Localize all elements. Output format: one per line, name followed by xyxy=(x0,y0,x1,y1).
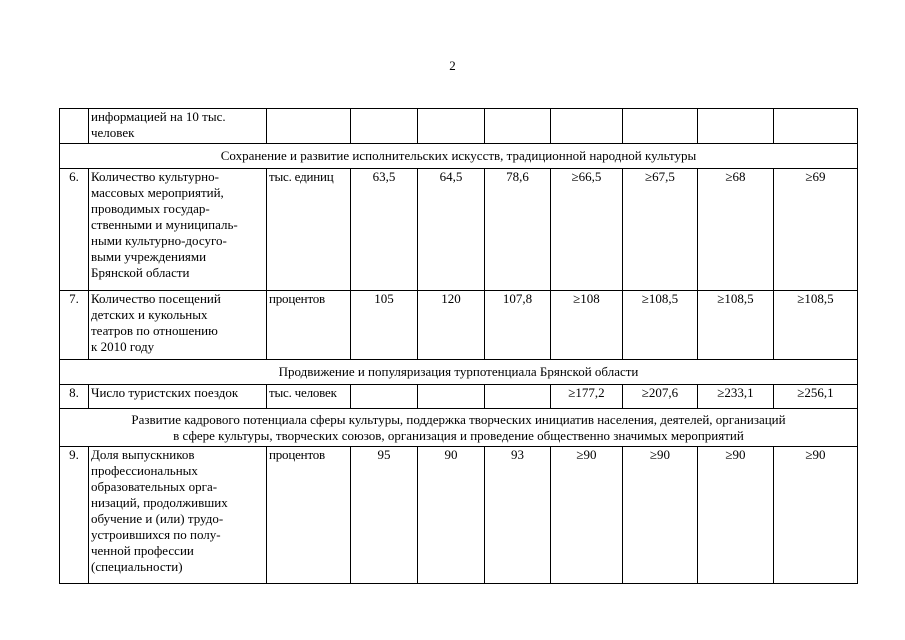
value-cell: ≥108 xyxy=(551,291,623,360)
indicator-name: Количество посещений детских и кукольных театров по отношению к 2010 году xyxy=(89,291,267,360)
unit-cell: процентов xyxy=(267,291,351,360)
value-cell: ≥90 xyxy=(551,447,623,584)
value-cell: ≥177,2 xyxy=(551,385,623,409)
value-cell: 78,6 xyxy=(485,169,551,291)
value-cell: 107,8 xyxy=(485,291,551,360)
row-number: 7. xyxy=(60,291,89,360)
table-row xyxy=(60,385,858,409)
row-number: 6. xyxy=(60,169,89,291)
unit-cell xyxy=(267,109,351,144)
row-number: 8. xyxy=(60,385,89,409)
value-cell xyxy=(623,109,698,144)
table-row-continued xyxy=(60,109,858,144)
indicator-name: информацией на 10 тыс. человек xyxy=(89,109,267,144)
value-cell xyxy=(351,109,418,144)
value-cell xyxy=(551,109,623,144)
value-cell: ≥207,6 xyxy=(623,385,698,409)
table-row xyxy=(60,291,858,360)
value-cell: ≥67,5 xyxy=(623,169,698,291)
value-cell: 95 xyxy=(351,447,418,584)
table-row xyxy=(60,169,858,291)
value-cell xyxy=(418,385,485,409)
value-cell xyxy=(698,109,774,144)
value-cell: 120 xyxy=(418,291,485,360)
value-cell: ≥90 xyxy=(774,447,858,584)
unit-cell: тыс. единиц xyxy=(267,169,351,291)
value-cell xyxy=(485,385,551,409)
indicator-name: Количество культурно- массовых мероприятий, проводимых государ- ственными и муниципаль- ными культурно-досуго- выми учреждениями Брянской области xyxy=(89,169,267,291)
indicator-name: Число туристских поездок xyxy=(89,385,267,409)
value-cell: ≥90 xyxy=(698,447,774,584)
value-cell: 64,5 xyxy=(418,169,485,291)
table-row xyxy=(60,447,858,584)
value-cell: ≥233,1 xyxy=(698,385,774,409)
value-cell: ≥256,1 xyxy=(774,385,858,409)
section-row xyxy=(60,360,858,385)
value-cell xyxy=(485,109,551,144)
section-row xyxy=(60,144,858,169)
row-number: 9. xyxy=(60,447,89,584)
value-cell: ≥69 xyxy=(774,169,858,291)
value-cell: ≥108,5 xyxy=(774,291,858,360)
value-cell xyxy=(774,109,858,144)
indicator-name: Доля выпускников профессиональных образовательных орга- низаций, продолживших обучение и (или) трудо- устроившихся по полу- ченной профессии (специальности) xyxy=(89,447,267,584)
unit-cell: процентов xyxy=(267,447,351,584)
indicators-table xyxy=(59,108,858,584)
row-number xyxy=(60,109,89,144)
value-cell: 63,5 xyxy=(351,169,418,291)
value-cell: ≥108,5 xyxy=(623,291,698,360)
value-cell: 93 xyxy=(485,447,551,584)
section-heading: Продвижение и популяризация турпотенциала Брянской области xyxy=(60,360,858,385)
value-cell xyxy=(418,109,485,144)
unit-cell: тыс. человек xyxy=(267,385,351,409)
value-cell: ≥108,5 xyxy=(698,291,774,360)
value-cell: 90 xyxy=(418,447,485,584)
section-heading: Развитие кадрового потенциала сферы культуры, поддержка творческих инициатив населения, деятелей, организаций в сфере культуры, творческих союзов, организация и проведение общественно значимых мероприятий xyxy=(60,409,858,447)
value-cell: ≥66,5 xyxy=(551,169,623,291)
section-row xyxy=(60,409,858,447)
page-number: 2 xyxy=(449,58,456,73)
value-cell: ≥68 xyxy=(698,169,774,291)
value-cell: 105 xyxy=(351,291,418,360)
section-heading: Сохранение и развитие исполнительских искусств, традиционной народной культуры xyxy=(60,144,858,169)
value-cell xyxy=(351,385,418,409)
value-cell: ≥90 xyxy=(623,447,698,584)
